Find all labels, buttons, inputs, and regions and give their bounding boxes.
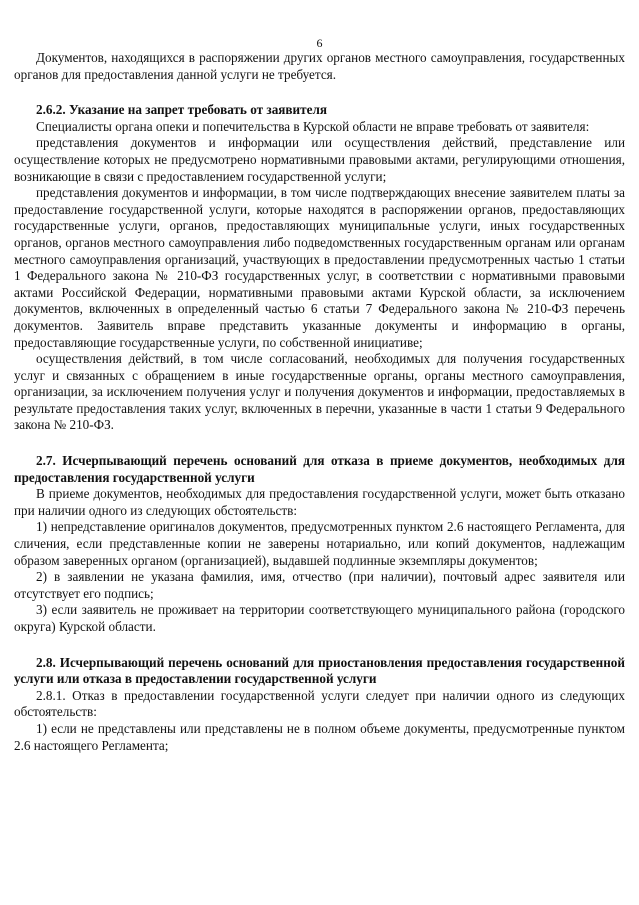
paragraph: осуществления действий, в том числе согласований, необходимых для получения государственных услуг и связанных с обращением в иные государственные органы, органы местного самоуправления, организации, за исключением получения услуг и получения документов и информации, предоставляемых в результате предоставления таких услуг, включенных в перечни, указанные в части 1 статьи 9 Федерального закона № 210-ФЗ. — [14, 351, 625, 433]
list-item: 3) если заявитель не проживает на территории соответствующего муниципального района (городского округа) Курской области. — [14, 602, 625, 634]
section-heading: 2.8. Исчерпывающий перечень оснований для приостановления предоставления государственной услуги или отказа в предоставлении государственной услуги — [14, 654, 625, 687]
paragraph: Документов, находящихся в распоряжении других органов местного самоуправления, государственных органов для предоставления данной услуги не требуется. — [14, 50, 625, 82]
page-number: 6 — [316, 36, 323, 50]
paragraph: представления документов и информации или осуществления действий, представление или осуществление которых не предусмотрено нормативными правовыми актами, регулирующими отношения, возникающие в связи с предоставлением государственной услуги; — [14, 135, 625, 184]
section-heading: 2.7. Исчерпывающий перечень оснований для отказа в приеме документов, необходимых для предоставления государственной услуги — [14, 453, 625, 485]
list-item: 2) в заявлении не указана фамилия, имя, отчество (при наличии), почтовый адрес заявителя или отсутствует его подпись; — [14, 569, 625, 601]
paragraph: В приеме документов, необходимых для предоставления государственной услуги, может быть отказано при наличии одного из следующих обстоятельств: — [14, 486, 625, 518]
section-gap — [14, 636, 625, 655]
section-heading: 2.6.2. Указание на запрет требовать от заявителя — [36, 102, 328, 118]
paragraph: представления документов и информации, в том числе подтверждающих внесение заявителем платы за предоставление государственной услуги, которые находятся в распоряжении органов, предоставляющих государственные услуги, органов, предоставляющих муниципальные услуги, иных государственных органов, органов местного самоуправления либо подведомственных государственным органам или органам местного самоуправления организаций, участвующих в предоставлении предусмотренных частью 1 статьи 1 Федерального закона № 210-ФЗ государственных услуг, в соответствии с нормативными правовыми актами Российской Федерации, нормативными правовыми актами Курской области, за исключением документов, включенных в определенный частью 6 статьи 7 Федерального закона № 210-ФЗ перечень документов. Заявитель вправе представить указанные документы и информацию в органы, предоставляющие государственные услуги, по собственной инициативе; — [14, 185, 625, 350]
paragraph: 2.8.1. Отказ в предоставлении государственной услуги следует при наличии одного из следующих обстоятельств: — [14, 687, 625, 720]
section-gap — [14, 434, 625, 453]
document-body — [14, 50, 625, 754]
list-item: 1) непредставление оригиналов документов, предусмотренных пунктом 2.6 настоящего Регламента, для сличения, если представленные копии не заверены нотариально, или копий документов, надлежащим образом заверенных органом (организацией), выдавшей подлинные экземпляры документов; — [14, 519, 625, 568]
section-gap — [14, 83, 625, 102]
paragraph: Специалисты органа опеки и попечительства в Курской области не вправе требовать от заявителя: — [36, 118, 590, 134]
list-item: 1) если не представлены или представлены не в полном объеме документы, предусмотренные пунктом 2.6 настоящего Регламента; — [14, 720, 625, 753]
